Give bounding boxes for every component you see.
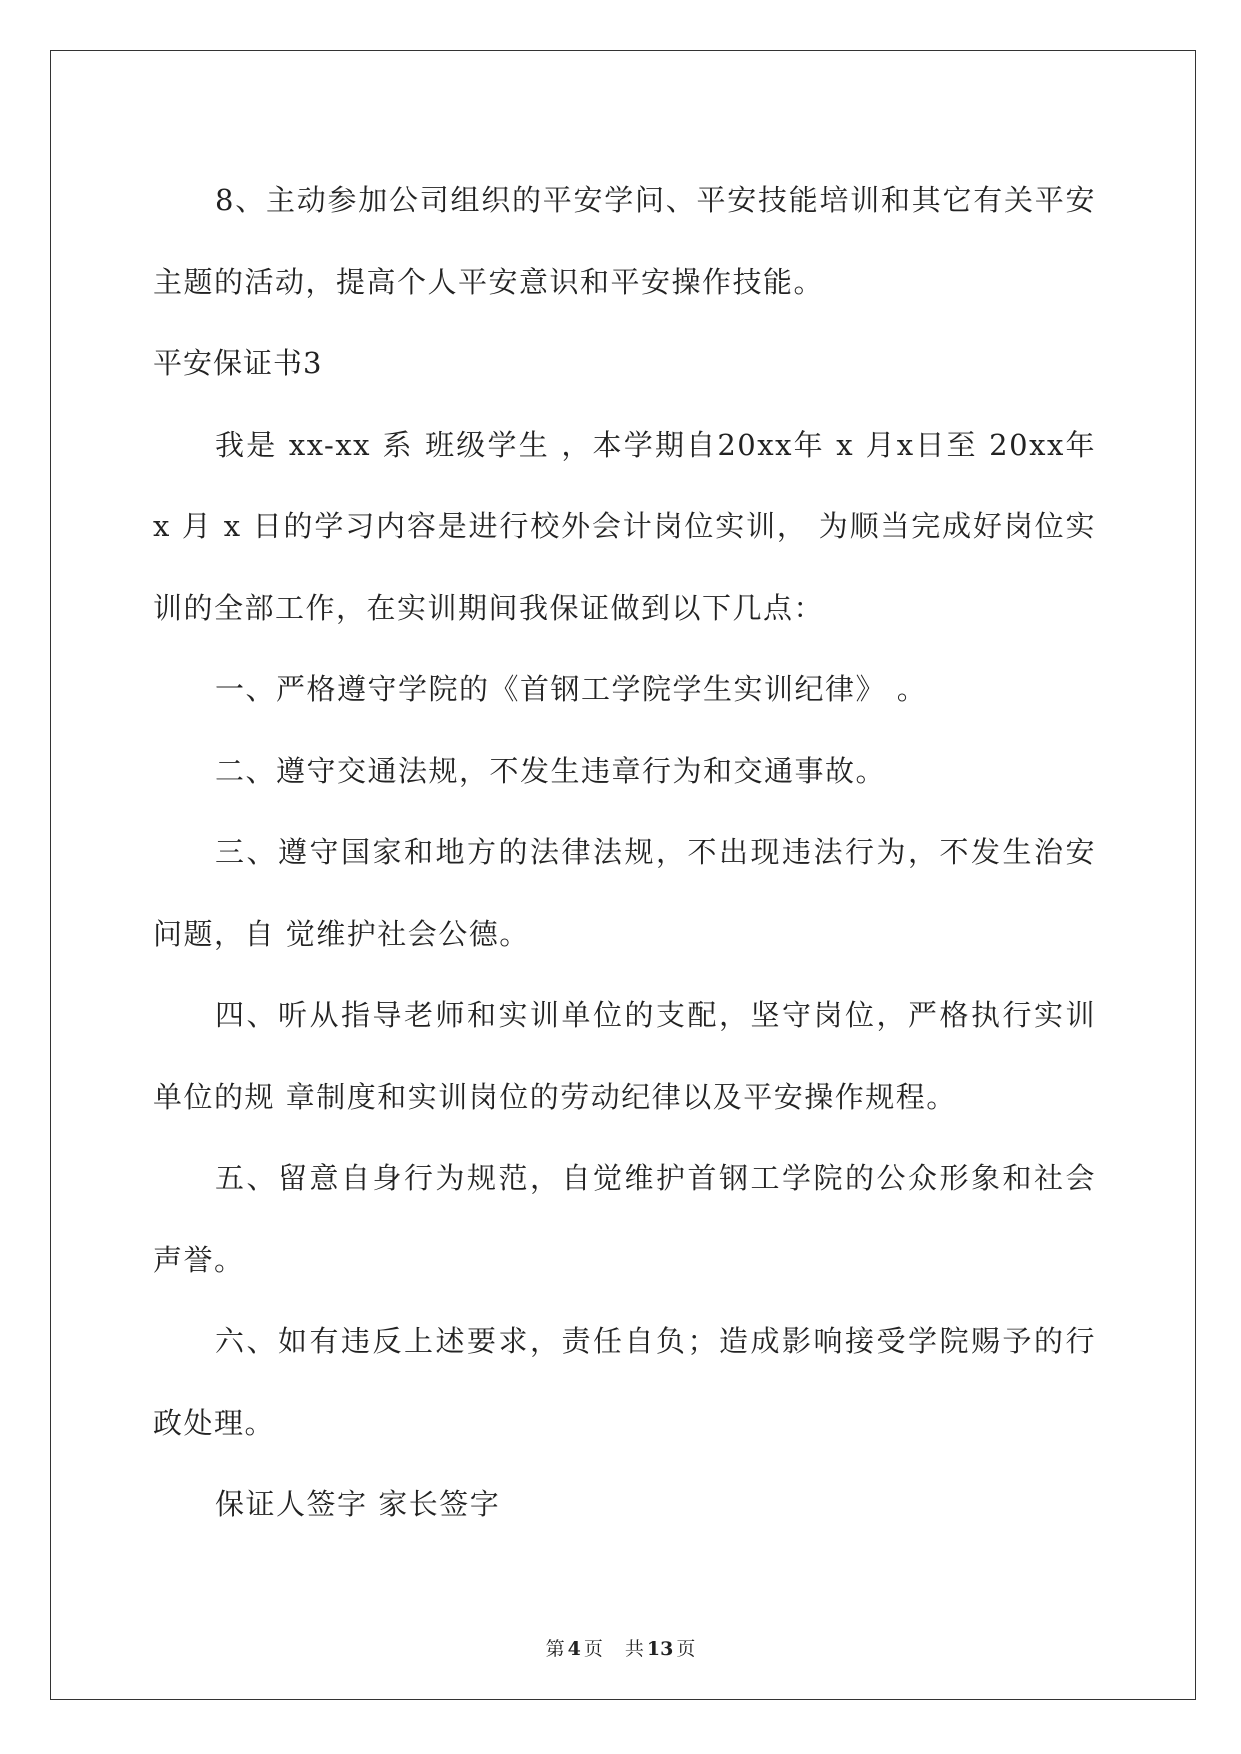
paragraph-rule-4: 四、听从指导老师和实训单位的支配，坚守岗位，严格执行实训单位的规 章制度和实训岗位的劳动纪律以及平安操作规程。 — [153, 998, 1096, 1114]
signature-line: 保证人签字 家长签字 — [215, 1487, 501, 1521]
footer-total-prefix: 共 — [624, 1638, 644, 1660]
footer-prefix: 第 — [545, 1638, 565, 1660]
footer-total-suffix: 页 — [676, 1638, 696, 1660]
total-page-number: 13 — [646, 1638, 674, 1660]
footer-page-suffix: 页 — [583, 1638, 603, 1660]
current-page-number: 4 — [567, 1638, 581, 1660]
paragraph-rule-2: 二、遵守交通法规，不发生违章行为和交通事故。 — [215, 753, 887, 788]
paragraph-intro: 我是 xx-xx 系 班级学生 ，本学期自20xx年 x 月x日至 20xx年 x 月 x 日的学习内容是进行校外会计岗位实训， 为顺当完成好岗位实训的全部工作，在实训期间我保证做到以下几点： — [153, 427, 1096, 625]
paragraph-rule-5: 五、留意自身行为规范，自觉维护首钢工学院的公众形象和社会声誉。 — [153, 1161, 1096, 1277]
document-body — [153, 160, 1096, 1546]
paragraph-rule-6: 六、如有违反上述要求，责任自负；造成影响接受学院赐予的行政处理。 — [153, 1324, 1096, 1440]
paragraph-rule-1: 一、严格遵守学院的《首钢工学院学生实训纪律》 。 — [215, 672, 928, 706]
paragraph-rule-3: 三、遵守国家和地方的法律法规，不出现违法行为，不发生治安问题，自 觉维护社会公德。 — [153, 835, 1096, 951]
section-heading: 平安保证书3 — [153, 346, 323, 380]
paragraph-item-8: 8、主动参加公司组织的平安学问、平安技能培训和其它有关平安主题的活动，提高个人平安意识和平安操作技能。 — [153, 183, 1096, 299]
page-footer — [0, 1634, 1241, 1661]
